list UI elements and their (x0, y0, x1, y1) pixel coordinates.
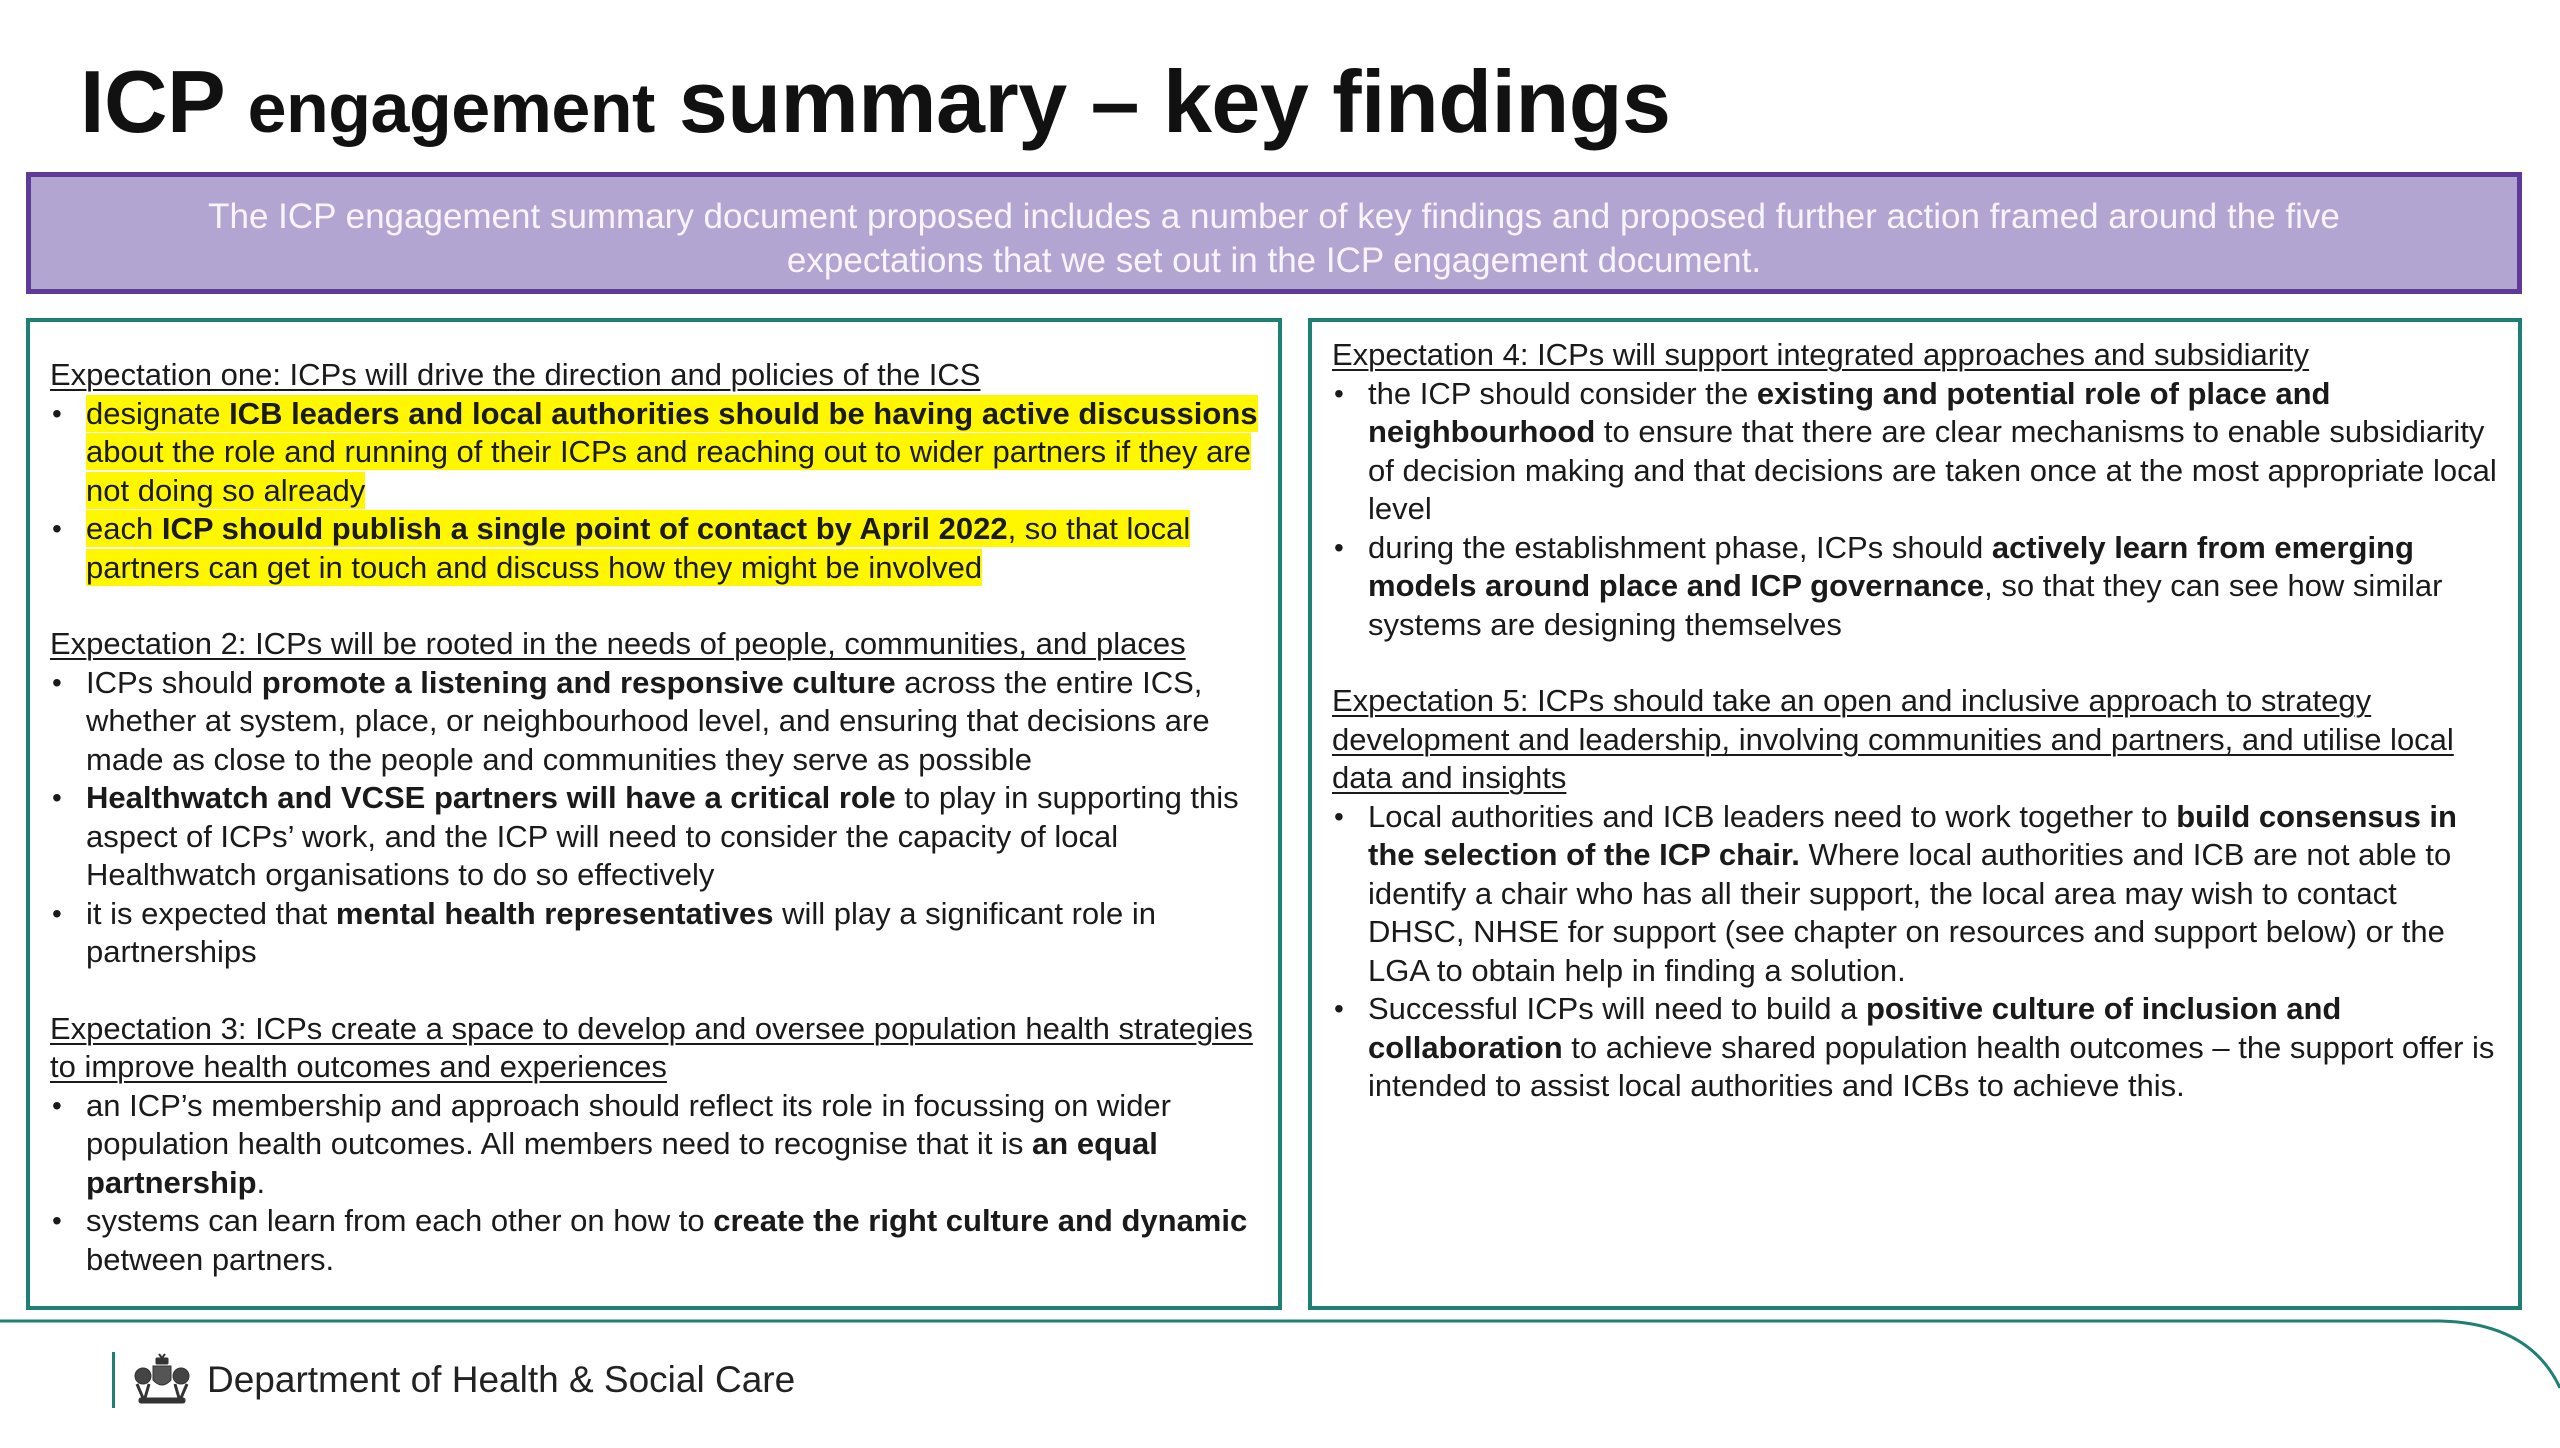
expectation-four-section (1332, 336, 2498, 644)
title-part-summary: summary – key findings (654, 52, 1671, 151)
list-item (50, 664, 1258, 780)
expectation-three-section (50, 1010, 1258, 1280)
title-part-icp: ICP (80, 52, 248, 151)
expectation-three-list (50, 1087, 1258, 1280)
left-findings-panel (26, 318, 1282, 1310)
expectation-two-section (50, 625, 1258, 972)
expectation-three-heading: Expectation 3: ICPs create a space to develop and oversee population health strategies to improve health outcomes and experiences (50, 1010, 1253, 1084)
expectation-five-section (1332, 682, 2498, 1106)
highlighted-text (86, 510, 1190, 586)
bullet-text: each (86, 511, 162, 546)
bullet-text: across the entire ICS, whether at system, place, or neighbourhood level, and ensuring that decisions are made as close to the people and communities they serve as possible (86, 664, 1210, 777)
right-findings-panel (1308, 318, 2522, 1310)
bullet-emphasis: an equal partnership (86, 1126, 1158, 1200)
bullet-text: will play a significant role in partnerships (86, 895, 1157, 969)
list-item (50, 395, 1258, 511)
bullet-emphasis: Healthwatch and VCSE partners will have a critical role (86, 780, 896, 815)
bullet-emphasis: mental health representatives (335, 895, 774, 931)
bullet-emphasis: existing and potential role of place and neighbourhood (1368, 375, 2331, 449)
department-name: Department of Health & Social Care (207, 1359, 796, 1400)
bullet-text: designate (86, 395, 230, 431)
bullet-text: it is expected that (86, 895, 336, 931)
bullet-text: an ICP’s membership and approach should reflect its role in focussing on wider population health outcomes. All members need to recognise that it is (86, 1087, 1171, 1161)
expectation-four-heading: Expectation 4: ICPs will support integrated approaches and subsidiarity (1332, 337, 2310, 372)
bullet-emphasis: create the right culture and dynamic (713, 1203, 1248, 1238)
royal-crest-icon (129, 1352, 195, 1408)
bullet-text: systems can learn from each other on how to (86, 1203, 714, 1238)
title-part-engagement: engagement (247, 69, 655, 147)
list-item (1332, 529, 2498, 645)
footer-accent-bar (112, 1352, 115, 1408)
bullet-emphasis: ICP should publish a single point of contact by April 2022 (161, 511, 1008, 546)
bullet-text: ICPs should (86, 664, 262, 700)
bullet-text: to achieve shared population health outcomes – the support offer is intended to assist local authorities and ICBs to achieve this. (1368, 1029, 2495, 1103)
bullet-text: . (256, 1164, 266, 1200)
bullet-text: the ICP should consider the (1368, 375, 1757, 411)
bullet-emphasis: ICB leaders and local authorities should be having active discussions (229, 395, 1258, 431)
bullet-emphasis: positive culture of inclusion and collaboration (1368, 991, 2342, 1065)
bullet-text: to play in supporting this aspect of ICPs’ work, and the ICP will need to consider the capacity of local Healthwatch organisations to do so effectively (86, 780, 1239, 892)
highlighted-text (86, 395, 1258, 509)
expectation-one-section (50, 356, 1258, 587)
expectation-one-list (50, 395, 1258, 588)
expectation-five-heading: Expectation 5: ICPs should take an open and inclusive approach to strategy development and leadership, involving communities and partners, and utilise local data and insights (1332, 683, 2454, 795)
page-title (80, 52, 1670, 158)
list-item (50, 779, 1258, 895)
bullet-text: Where local authorities and ICB are not able to identify a chair who has all their support, the local area may wish to contact DHSC, NHSE for support (see chapter on resources and support below) or the LGA to obtain help in finding a solution. (1368, 837, 2452, 988)
bullet-text: during the establishment phase, ICPs should (1368, 529, 1992, 565)
bullet-emphasis: promote a listening and responsive culture (261, 664, 896, 700)
bullet-text: , so that local partners can get in touch and discuss how they might be involved (86, 511, 1191, 585)
list-item (50, 510, 1258, 587)
list-item (1332, 990, 2498, 1106)
bullet-emphasis: actively learn from emerging models around place and ICP governance (1368, 529, 2414, 603)
expectation-four-list (1332, 375, 2498, 645)
list-item (50, 1202, 1258, 1279)
intro-banner (26, 172, 2522, 294)
bullet-text: , so that they can see how similar systems are designing themselves (1368, 568, 2443, 642)
expectation-two-heading: Expectation 2: ICPs will be rooted in the needs of people, communities, and places (50, 626, 1186, 661)
bullet-emphasis: build consensus in the selection of the ICP chair. (1368, 798, 2457, 872)
bullet-text: to ensure that there are clear mechanisms to enable subsidiarity of decision making and that decisions are taken once at the most appropriate local level (1368, 414, 2497, 526)
expectation-one-heading: Expectation one: ICPs will drive the direction and policies of the ICS (50, 357, 981, 392)
list-item (1332, 798, 2498, 991)
intro-banner-text: The ICP engagement summary document proposed includes a number of key findings and proposed further action framed around the five expectations that we set out in the ICP engagement document. (208, 197, 2340, 280)
list-item (50, 1087, 1258, 1203)
list-item (1332, 375, 2498, 529)
expectation-five-list (1332, 798, 2498, 1106)
bullet-text: between partners. (86, 1241, 335, 1277)
footer (112, 1352, 795, 1408)
bullet-text: Local authorities and ICB leaders need to work together to (1368, 798, 2177, 834)
expectation-two-list (50, 664, 1258, 972)
bullet-text: about the role and running of their ICPs and reaching out to wider partners if they are not doing so already (86, 434, 1251, 508)
list-item (50, 895, 1258, 972)
bullet-text: Successful ICPs will need to build a (1368, 991, 1866, 1026)
